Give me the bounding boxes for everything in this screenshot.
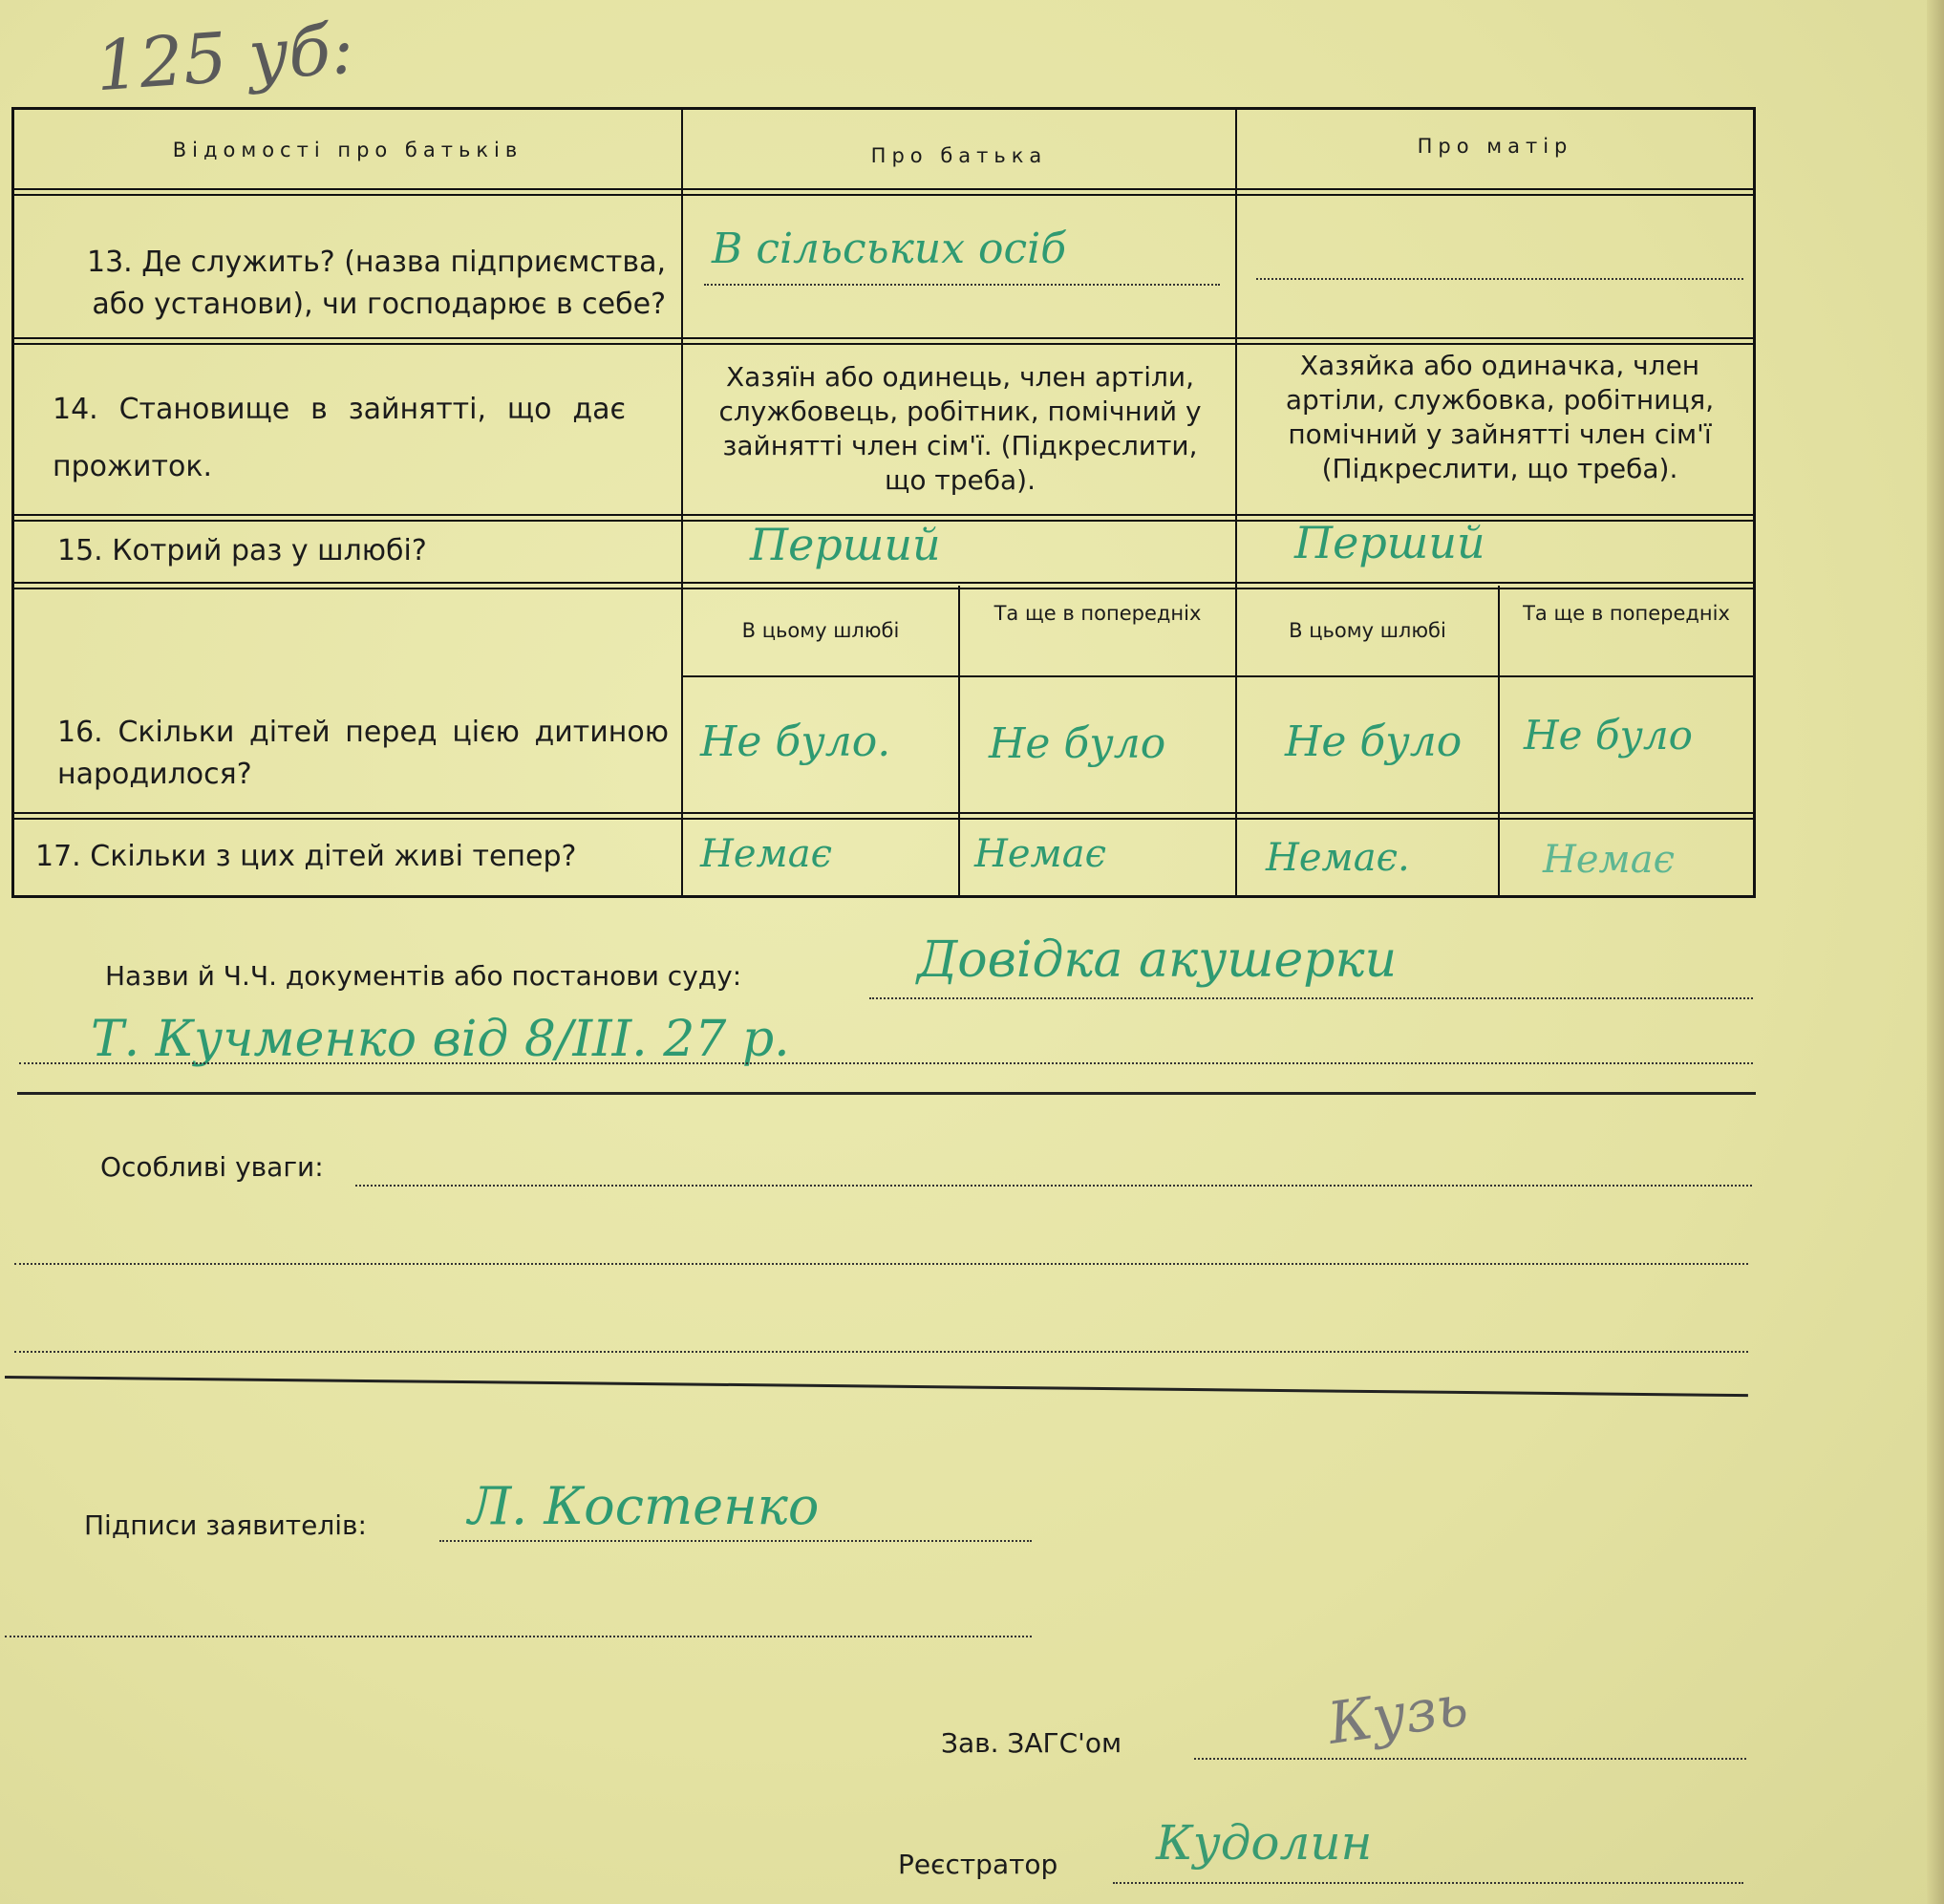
remarks-label: Особливі уваги: xyxy=(100,1151,324,1183)
options-14-mother: Хазяйка або одиначка, член артіли, службовка, робітниця, помічний у зайнятті член сім'ї (Підкреслити, що треба). xyxy=(1285,350,1715,484)
answer-16-mother-this: Не було xyxy=(1285,717,1463,766)
registrar-signature: Кудолин xyxy=(1156,1815,1373,1871)
row-divider xyxy=(14,812,1753,820)
documents-label: Назви й Ч.Ч. документів або постанови суду: xyxy=(105,960,742,992)
row-divider xyxy=(14,337,1753,345)
remarks-line-3 xyxy=(14,1351,1748,1353)
sub-mother-previous: Та ще в попередніх xyxy=(1523,602,1730,625)
col-divider xyxy=(1235,110,1237,895)
remarks-line-2 xyxy=(14,1263,1748,1265)
header-parents-info: Відомості про батьків xyxy=(172,139,523,161)
page-edge xyxy=(1927,0,1944,1904)
zags-line xyxy=(1194,1758,1746,1760)
answer-line xyxy=(1256,278,1743,280)
row-divider xyxy=(681,675,1753,677)
header-father: Про батька xyxy=(870,144,1048,167)
documents-value-line1: Довідка акушерки xyxy=(917,931,1398,989)
col-divider xyxy=(958,586,960,895)
zags-label: Зав. ЗАГС'ом xyxy=(941,1727,1122,1759)
answer-16-father-this: Не було. xyxy=(700,717,891,766)
corner-note: 125 уб: xyxy=(93,8,356,107)
answer-13-father: В сільських осіб xyxy=(712,225,1067,273)
answer-17-mother-prev: Немає xyxy=(1543,838,1675,882)
documents-line-1 xyxy=(869,997,1753,999)
options-14-father: Хазяїн або одинець, член артіли, службовець, робітник, помічний у зайнятті член сім'ї. (Підкреслити, що треба). xyxy=(718,361,1202,496)
registrar-line xyxy=(1113,1882,1743,1884)
answer-17-mother-this: Немає. xyxy=(1266,836,1410,880)
sub-mother-this-marriage: В цьому шлюбі xyxy=(1289,619,1446,642)
sub-father-previous: Та ще в попередніх xyxy=(993,602,1202,625)
signatures-line-2 xyxy=(5,1636,1032,1637)
question-16: 16. Скільки дітей перед цією дитиною народилося? xyxy=(57,716,669,791)
signatures-value: Л. Костенко xyxy=(468,1476,820,1536)
section-rule xyxy=(17,1092,1756,1095)
answer-16-mother-prev: Не було xyxy=(1524,712,1693,759)
question-17: 17. Скільки з цих дітей живі тепер? xyxy=(35,840,577,873)
col-divider xyxy=(681,110,683,895)
answer-17-father-prev: Немає xyxy=(974,832,1106,876)
sub-father-this-marriage: В цьому шлюбі xyxy=(741,619,900,642)
question-14: 14. Становище в зайнятті, що дає прожиток. xyxy=(53,393,626,483)
answer-15-father: Перший xyxy=(750,519,941,570)
question-13: 13. Де служить? (назва підприємства, або установи), чи господарює в себе? xyxy=(86,246,666,321)
documents-value-line2: Т. Кучменко від 8/ІІІ. 27 р. xyxy=(91,1011,790,1068)
parents-info-table xyxy=(11,107,1756,898)
registrar-label: Реєстратор xyxy=(898,1849,1058,1880)
header-mother: Про матір xyxy=(1417,135,1573,158)
documents-line-2 xyxy=(19,1062,1753,1064)
answer-15-mother: Перший xyxy=(1294,517,1485,568)
signatures-line-1 xyxy=(439,1540,1032,1542)
row-divider xyxy=(14,188,1753,196)
answer-line xyxy=(704,284,1220,286)
row-divider xyxy=(14,582,1753,589)
question-15: 15. Котрий раз у шлюбі? xyxy=(57,534,427,567)
answer-17-father-this: Немає xyxy=(700,832,832,876)
col-divider xyxy=(1498,586,1500,895)
remarks-line-1 xyxy=(355,1185,1752,1187)
zags-signature: Кузь xyxy=(1323,1672,1472,1758)
signatures-label: Підписи заявителів: xyxy=(84,1509,367,1541)
answer-16-father-prev: Не було xyxy=(989,719,1166,768)
